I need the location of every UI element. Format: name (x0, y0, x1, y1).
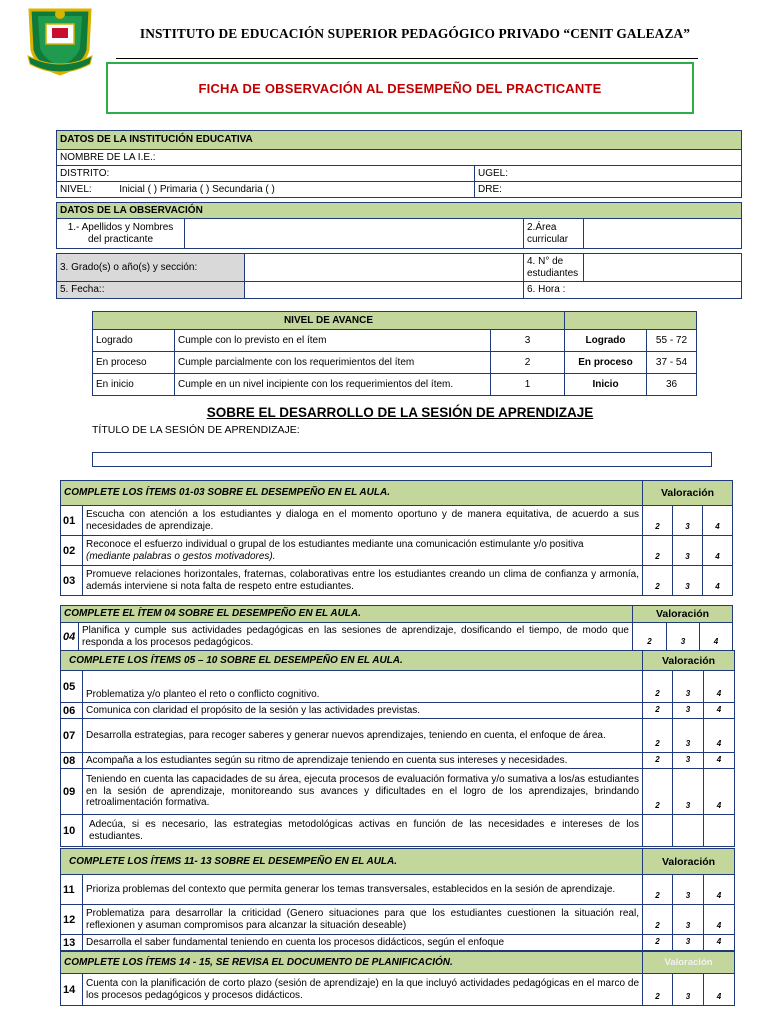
items-group-2 (60, 605, 733, 651)
valoracion-header: Valoración (643, 481, 733, 506)
practicante-label (57, 219, 185, 249)
score-2[interactable]: 2 (643, 671, 673, 703)
practicante-input[interactable] (185, 219, 524, 249)
item-text: Planifica y cumple sus actividades pedagógicas en las sesiones de aprendizaje, dosificando el tiempo, de modo que responda a los procesos pedagógicos. (79, 623, 633, 651)
items-group-3 (60, 650, 735, 847)
level-score: 2 (491, 352, 565, 374)
group-3-heading: COMPLETE LOS ÍTEMS 05 – 10 SOBRE EL DESEMPEÑO EN EL AULA. (61, 651, 643, 671)
item-text: Desarrolla estrategias, para recoger saberes y generar nuevos aprendizajes, teniendo en cuenta, el enfoque de área. (83, 719, 643, 753)
institution-data-table (56, 130, 742, 198)
item-number: 05 (61, 671, 83, 703)
estudiantes-label (524, 254, 584, 282)
item-number: 07 (61, 719, 83, 753)
score-4[interactable]: 4 (704, 875, 735, 905)
score-2[interactable]: 2 (643, 703, 673, 719)
ie-name-field[interactable]: NOMBRE DE LA I.E.: (57, 150, 742, 166)
practicante-label-line2: del practicante (87, 233, 154, 245)
score-4[interactable]: 4 (704, 753, 735, 769)
score-2[interactable]: 2 (643, 506, 673, 536)
item-number: 11 (61, 875, 83, 905)
valoracion-header: Valoración (633, 606, 733, 623)
items-group-5 (60, 951, 735, 1006)
score-3[interactable]: 3 (673, 935, 704, 951)
score-4[interactable]: 4 (704, 703, 735, 719)
item-number: 02 (61, 536, 83, 566)
score-3[interactable]: 3 (667, 623, 700, 651)
area-label-line1: 2.Área (527, 221, 557, 233)
score-4[interactable]: 4 (703, 566, 733, 596)
grado-label: 3. Grado(s) o año(s) y sección: (57, 254, 245, 282)
fecha-input[interactable] (245, 282, 524, 299)
score-4[interactable]: 4 (703, 536, 733, 566)
score-3[interactable]: 3 (673, 974, 704, 1006)
score-3[interactable]: 3 (673, 536, 703, 566)
item-text: Prioriza problemas del contexto que permita generar los temas transversales, establecidos en la sesión de aprendizaje. (83, 875, 643, 905)
score-3[interactable]: 3 (673, 753, 704, 769)
score-2[interactable]: 2 (643, 905, 673, 935)
hora-field[interactable]: 6. Hora : (524, 282, 742, 299)
level-field[interactable] (57, 182, 475, 198)
ugel-field[interactable]: UGEL: (475, 166, 742, 182)
score-3[interactable]: 3 (673, 719, 704, 753)
level-name: En proceso (93, 352, 175, 374)
score-4[interactable]: 4 (704, 719, 735, 753)
form-title: FICHA DE OBSERVACIÓN AL DESEMPEÑO DEL PRACTICANTE (198, 80, 602, 96)
area-label-line2: curricular (527, 233, 569, 245)
score-4[interactable]: 4 (704, 905, 735, 935)
group-2-heading: COMPLETE EL ÍTEM 04 SOBRE EL DESEMPEÑO EN EL AULA. (61, 606, 633, 623)
level-inicial[interactable]: Inicial ( ) (119, 183, 158, 195)
level-name: Logrado (93, 330, 175, 352)
levels-heading-right (565, 312, 697, 330)
score-2[interactable]: 2 (643, 719, 673, 753)
group-5-heading: COMPLETE LOS ÍTEMS 14 - 15, SE REVISA EL DOCUMENTO DE PLANIFICACIÓN. (61, 952, 643, 974)
item-text: Problematiza y/o planteo el reto o conflicto cognitivo. (83, 671, 643, 703)
level-secundaria[interactable]: Secundaria ( ) (212, 183, 275, 195)
score-3[interactable]: 3 (673, 671, 704, 703)
score-4[interactable]: 4 (700, 623, 733, 651)
score-4[interactable]: 4 (704, 769, 735, 815)
level-label: Inicio (565, 374, 647, 396)
item-text: Adecúa, si es necesario, las estrategias metodológicas activas en función de las necesidades e intereses de los estudiantes. (83, 815, 643, 847)
score-2[interactable]: 2 (643, 753, 673, 769)
level-desc: Cumple en un nivel incipiente con los requerimientos del ítem. (175, 374, 491, 396)
level-range: 36 (647, 374, 697, 396)
item-number: 06 (61, 703, 83, 719)
estudiantes-input[interactable] (584, 254, 742, 282)
practicante-label-line1: 1.- Apellidos y Nombres (67, 221, 174, 233)
level-label: En proceso (565, 352, 647, 374)
levels-heading: NIVEL DE AVANCE (93, 312, 565, 330)
score-3[interactable]: 3 (673, 506, 703, 536)
item-number: 03 (61, 566, 83, 596)
observation-data-heading: DATOS DE LA OBSERVACIÓN (57, 203, 742, 219)
grado-input[interactable] (245, 254, 524, 282)
level-desc: Cumple con lo previsto en el ítem (175, 330, 491, 352)
levels-table (92, 311, 697, 396)
item-number: 08 (61, 753, 83, 769)
score-2[interactable]: 2 (643, 536, 673, 566)
item-text: Acompaña a los estudiantes según su ritmo de aprendizaje teniendo en cuenta sus intereses y necesidades. (83, 753, 643, 769)
estudiantes-label-line2: estudiantes (527, 267, 579, 279)
item-number: 13 (61, 935, 83, 951)
level-score: 3 (491, 330, 565, 352)
score-3[interactable]: 3 (673, 905, 704, 935)
item-number: 01 (61, 506, 83, 536)
score-2[interactable]: 2 (643, 974, 673, 1006)
score-3[interactable]: 3 (673, 703, 704, 719)
item-number: 12 (61, 905, 83, 935)
score-2[interactable]: 2 (643, 875, 673, 905)
area-label (524, 219, 584, 249)
item-text-cell (83, 536, 643, 566)
level-desc: Cumple parcialmente con los requerimientos del ítem (175, 352, 491, 374)
score-3[interactable]: 3 (673, 875, 704, 905)
valoracion-header: Valoración (643, 952, 735, 974)
score-2[interactable]: 2 (643, 566, 673, 596)
item-number: 10 (61, 815, 83, 847)
institution-title: INSTITUTO DE EDUCACIÓN SUPERIOR PEDAGÓGICO PRIVADO “CENIT GALEAZA” (139, 26, 691, 41)
score-4[interactable] (704, 815, 735, 847)
score-3[interactable]: 3 (673, 566, 703, 596)
level-label: Logrado (565, 330, 647, 352)
item-text: Escucha con atención a los estudiantes y dialoga en el momento oportuno y de manera equitativa, de acuerdo a sus necesidades de aprendizaje. (83, 506, 643, 536)
level-range: 37 - 54 (647, 352, 697, 374)
score-3[interactable]: 3 (673, 769, 704, 815)
estudiantes-label-line1: 4. N° de (527, 255, 564, 267)
valoracion-header: Valoración (643, 849, 735, 875)
title-rule (116, 58, 698, 59)
item-text: Promueve relaciones horizontales, fraternas, colaborativas entre los estudiantes creando un clima de confianza y armonía, además interviene si nota falta de respeto entre estudiantes. (83, 566, 643, 596)
dre-field[interactable]: DRE: (475, 182, 742, 198)
group-4-heading: COMPLETE LOS ÍTEMS 11- 13 SOBRE EL DESEMPEÑO EN EL AULA. (61, 849, 643, 875)
area-input[interactable] (584, 219, 742, 249)
level-name: En inicio (93, 374, 175, 396)
score-3[interactable] (673, 815, 704, 847)
session-section-title: SOBRE EL DESARROLLO DE LA SESIÓN DE APRENDIZAJE (206, 405, 594, 420)
form-title-box (106, 62, 694, 114)
item-text: Comunica con claridad el propósito de la sesión y las actividades previstas. (83, 703, 643, 719)
score-2[interactable]: 2 (643, 935, 673, 951)
item-text: Reconoce el esfuerzo individual o grupal de los estudiantes mediante una comunicación estimulante y/o positiva (86, 539, 584, 550)
score-4[interactable]: 4 (703, 506, 733, 536)
item-number: 09 (61, 769, 83, 815)
institution-logo (24, 2, 96, 78)
level-score: 1 (491, 374, 565, 396)
score-4[interactable]: 4 (704, 935, 735, 951)
item-text-extra: (mediante palabras o gestos motivadores). (86, 550, 276, 562)
district-field[interactable]: DISTRITO: (57, 166, 475, 182)
item-text: Cuenta con la planificación de corto plazo (sesión de aprendizaje) en la que incluyó actividades pedagógicas en el marco de los procesos pedagógicos y procesos didácticos. (83, 974, 643, 1006)
valoracion-header: Valoración (643, 651, 735, 671)
institution-data-heading: DATOS DE LA INSTITUCIÓN EDUCATIVA (57, 131, 742, 150)
score-4[interactable]: 4 (704, 671, 735, 703)
item-number: 14 (61, 974, 83, 1006)
session-title-input[interactable] (92, 452, 712, 467)
score-4[interactable]: 4 (704, 974, 735, 1006)
session-title-label: TÍTULO DE LA SESIÓN DE APRENDIZAJE: (92, 424, 300, 436)
score-2[interactable]: 2 (633, 623, 667, 651)
level-range: 55 - 72 (647, 330, 697, 352)
score-2[interactable] (643, 815, 673, 847)
items-group-1 (60, 480, 733, 596)
item-text: Desarrolla el saber fundamental teniendo en cuenta los procesos didácticos, según el enfoque (83, 935, 643, 951)
observation-data-table (56, 202, 742, 299)
items-group-4 (60, 848, 735, 951)
item-text: Problematiza para desarrollar la criticidad (Genero situaciones para que los estudiantes cuestionen la situación real, reflexionen y asuman compromisos para alcanzar la situación deseable) (83, 905, 643, 935)
group-1-heading: COMPLETE LOS ÍTEMS 01-03 SOBRE EL DESEMPEÑO EN EL AULA. (61, 481, 643, 506)
score-2[interactable]: 2 (643, 769, 673, 815)
level-primaria[interactable]: Primaria ( ) (159, 183, 210, 195)
item-text: Teniendo en cuenta las capacidades de su área, ejecuta procesos de evaluación formativa y/o sumativa a los/as estudiantes en la sesión de aprendizaje, monitoreando sus avances y dificultades en el logro de los aprendizajes, brindando retroalimentación formativa. (83, 769, 643, 815)
level-label: NIVEL: (60, 183, 92, 195)
item-number: 04 (61, 623, 79, 651)
fecha-label: 5. Fecha:: (57, 282, 245, 299)
